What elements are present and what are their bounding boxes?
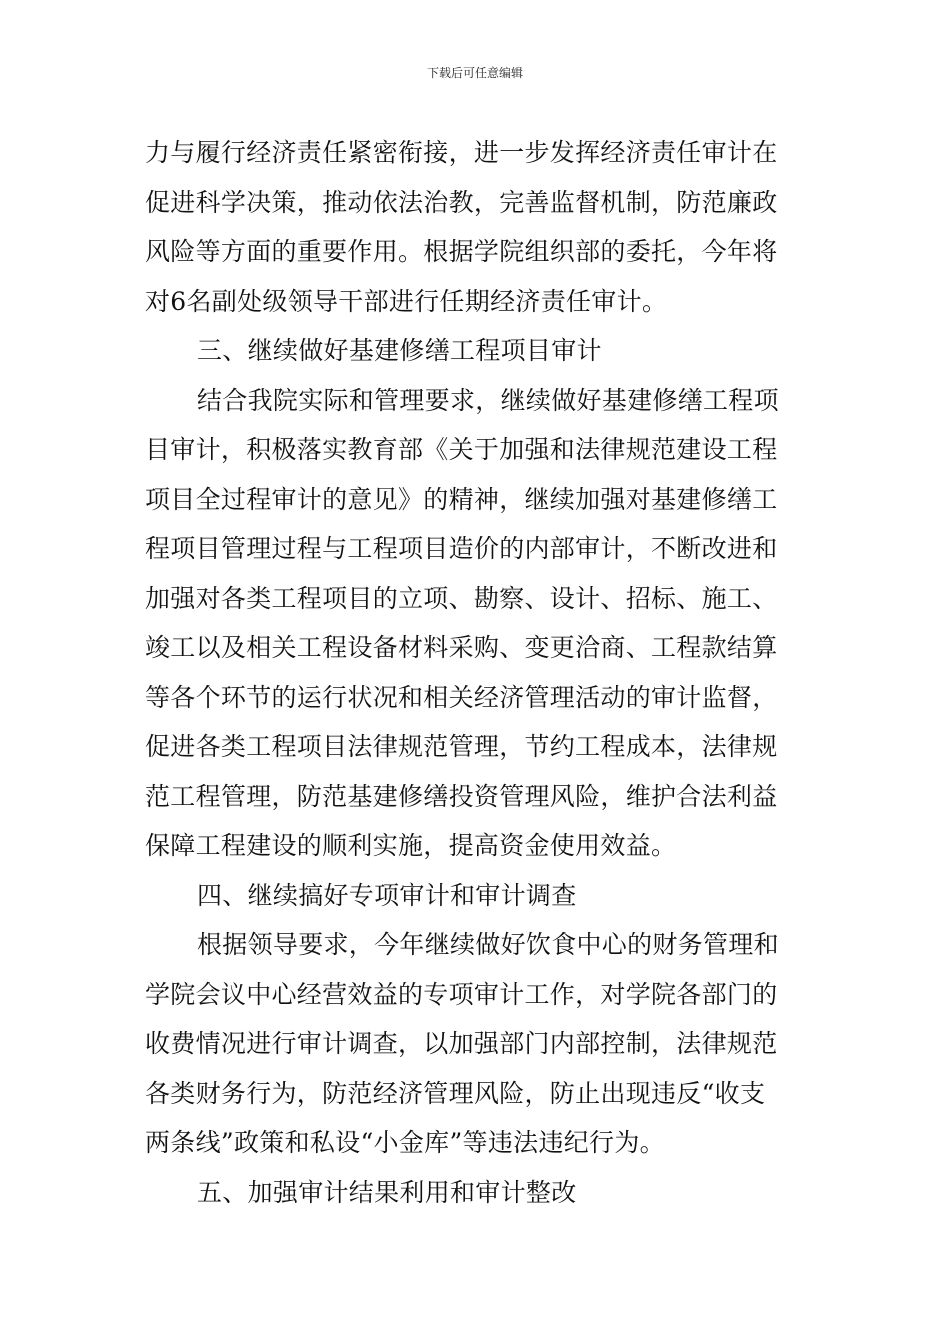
text-line: 加强对各类工程项目的立项、勘察、设计、招标、施工、 [145,583,778,613]
text-line: 范工程管理，防范基建修缮投资管理风险，维护合法利益 [145,781,778,811]
text-line: 等各个环节的运行状况和相关经济管理活动的审计监督， [145,682,778,712]
section-heading: 五、加强审计结果利用和审计整改 [197,1177,577,1207]
section-heading: 四、继续搞好专项审计和审计调查 [197,880,577,910]
text-line: 学院会议中心经营效益的专项审计工作，对学院各部门的 [145,979,778,1009]
text-line: 风险等方面的重要作用。根据学院组织部的委托，今年将 [145,237,778,266]
text-line: 收费情况进行审计调查，以加强部门内部控制，法律规范 [145,1029,778,1058]
text-line: 保障工程建设的顺利实施，提高资金使用效益。 [145,831,677,860]
document-body [145,128,810,1217]
text-line: 项目全过程审计的意见》的精神，继续加强对基建修缮工 [145,484,778,514]
text-line: 各类财务行为，防范经济管理风险，防止出现违反“收支 [145,1078,766,1108]
text-line: 力与履行经济责任紧密衔接，进一步发挥经济责任审计在 [145,138,778,167]
page-header: 下载后可任意编辑 [426,66,523,80]
section-heading: 三、继续做好基建修缮工程项目审计 [197,336,602,365]
text-line: 对6名副处级领导干部进行任期经济责任审计。 [145,286,668,316]
text-line: 竣工以及相关工程设备材料采购、变更洽商、工程款结算 [145,633,778,662]
text-line: 促进科学决策，推动依法治教，完善监督机制，防范廉政 [145,187,778,217]
text-line: 促进各类工程项目法律规范管理，节约工程成本，法律规 [145,732,778,761]
text-line: 程项目管理过程与工程项目造价的内部审计，不断改进和 [145,534,778,563]
paragraph-first-line: 根据领导要求，今年继续做好饮食中心的财务管理和 [197,930,779,959]
paragraph-first-line: 结合我院实际和管理要求，继续做好基建修缮工程项 [197,385,779,415]
text-line: 目审计，积极落实教育部《关于加强和法律规范建设工程 [145,435,778,464]
text-line: 两条线”政策和私设“小金库”等违法违纪行为。 [145,1128,665,1157]
